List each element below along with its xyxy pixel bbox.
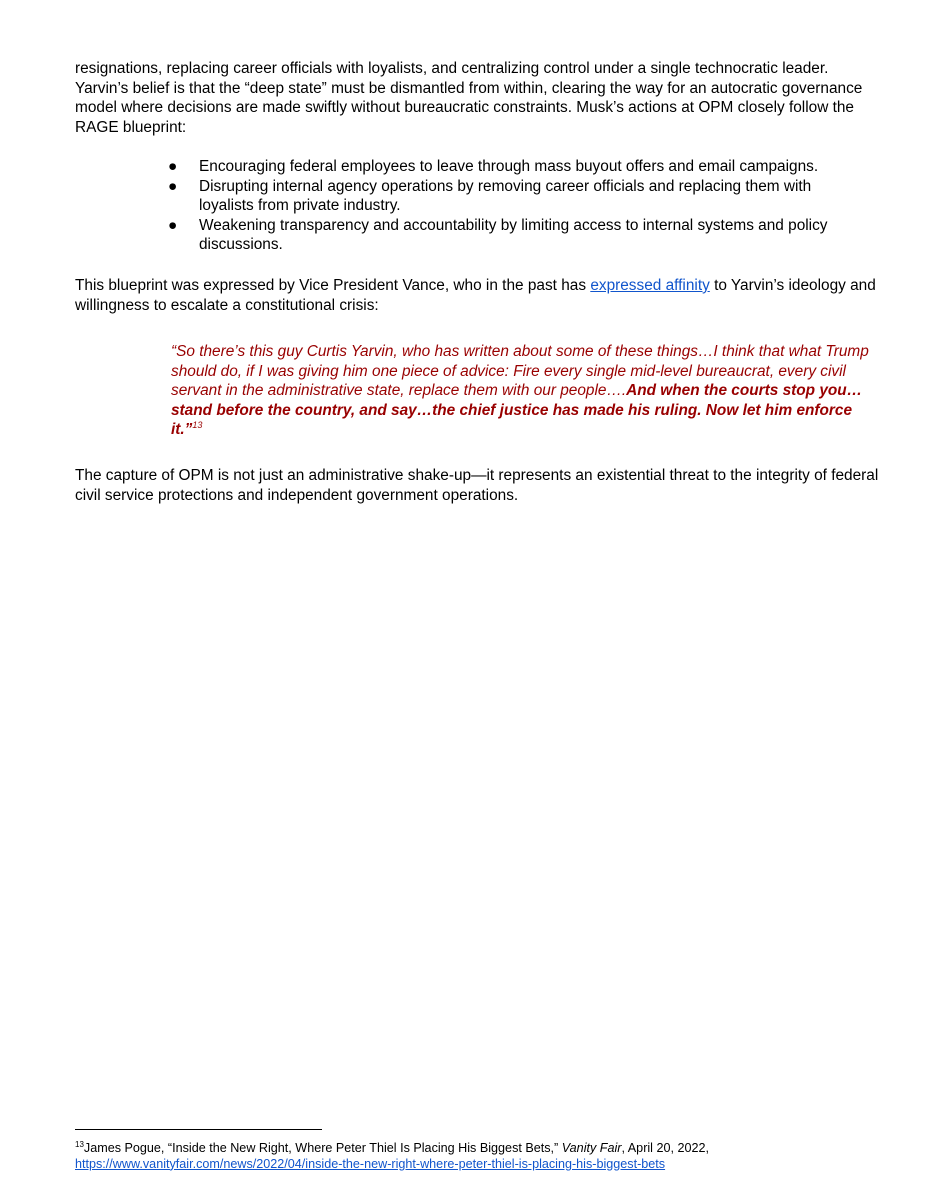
list-item: [168, 177, 868, 216]
footnote-divider: [75, 1129, 322, 1130]
bullet-dot-icon: ●: [168, 216, 178, 234]
footnote-text: James Pogue, “Inside the New Right, Where Peter Thiel Is Placing His Biggest Bets,”: [83, 1141, 562, 1155]
quote-bold-text: And when the courts stop you…stand before the country, and say…the chief justice has made his ruling. Now let him enforce it.”: [171, 382, 863, 439]
paragraph-text: This blueprint was expressed by Vice President Vance, who in the past has: [75, 277, 591, 294]
body-paragraph-rage-blueprint: resignations, replacing career officials with loyalists, and centralizing control under a single technocratic leader. Yarvin’s belief is that the “deep state” must be dismantled from within, clearing the way for an autocratic governance model where decisions are made swiftly without bureaucratic constraints. Musk’s actions at OPM closely follow the RAGE blueprint:: [75, 60, 863, 136]
bullet-text: Encouraging federal employees to leave through mass buyout offers and email campaigns.: [199, 158, 819, 175]
bullet-list: [168, 157, 868, 255]
bullet-text: Disrupting internal agency operations by removing career officials and replacing them with loyalists from private industry.: [199, 177, 812, 215]
vance-quote: [171, 342, 881, 440]
footnote-url-link[interactable]: https://www.vanityfair.com/news/2022/04/inside-the-new-right-where-peter-thiel-is-placing-his-biggest-bets: [75, 1156, 666, 1171]
body-paragraph-vance: [75, 276, 885, 315]
body-paragraph-conclusion: The capture of OPM is not just an administrative shake-up—it represents an existential threat to the integrity of federal civil service protections and independent government operations.: [75, 467, 879, 504]
list-item: [168, 216, 868, 255]
quote-italic-text: “So there’s this guy Curtis Yarvin, who has written about some of these things…I think that what Trump should do, if I was giving him one piece of advice: Fire every single mid-level bureaucrat, every civil servant in the administrative state, replace them with our people….: [171, 343, 869, 400]
footnote: [75, 1141, 895, 1172]
footnote-publication: Vanity Fair: [561, 1141, 622, 1155]
bullet-dot-icon: ●: [168, 177, 178, 195]
bullet-dot-icon: ●: [168, 158, 178, 175]
expressed-affinity-link[interactable]: expressed affinity: [590, 277, 710, 294]
list-item: [168, 157, 868, 177]
footnote-date: , April 20, 2022,: [621, 1141, 710, 1155]
footnote-reference[interactable]: 13: [192, 420, 203, 431]
paragraph-text: to Yarvin’s ideology and willingness to escalate a constitutional crisis:: [75, 277, 876, 314]
footnote-number: 13: [75, 1139, 84, 1149]
bullet-text: Weakening transparency and accountability by limiting access to internal systems and policy discussions.: [199, 216, 828, 254]
